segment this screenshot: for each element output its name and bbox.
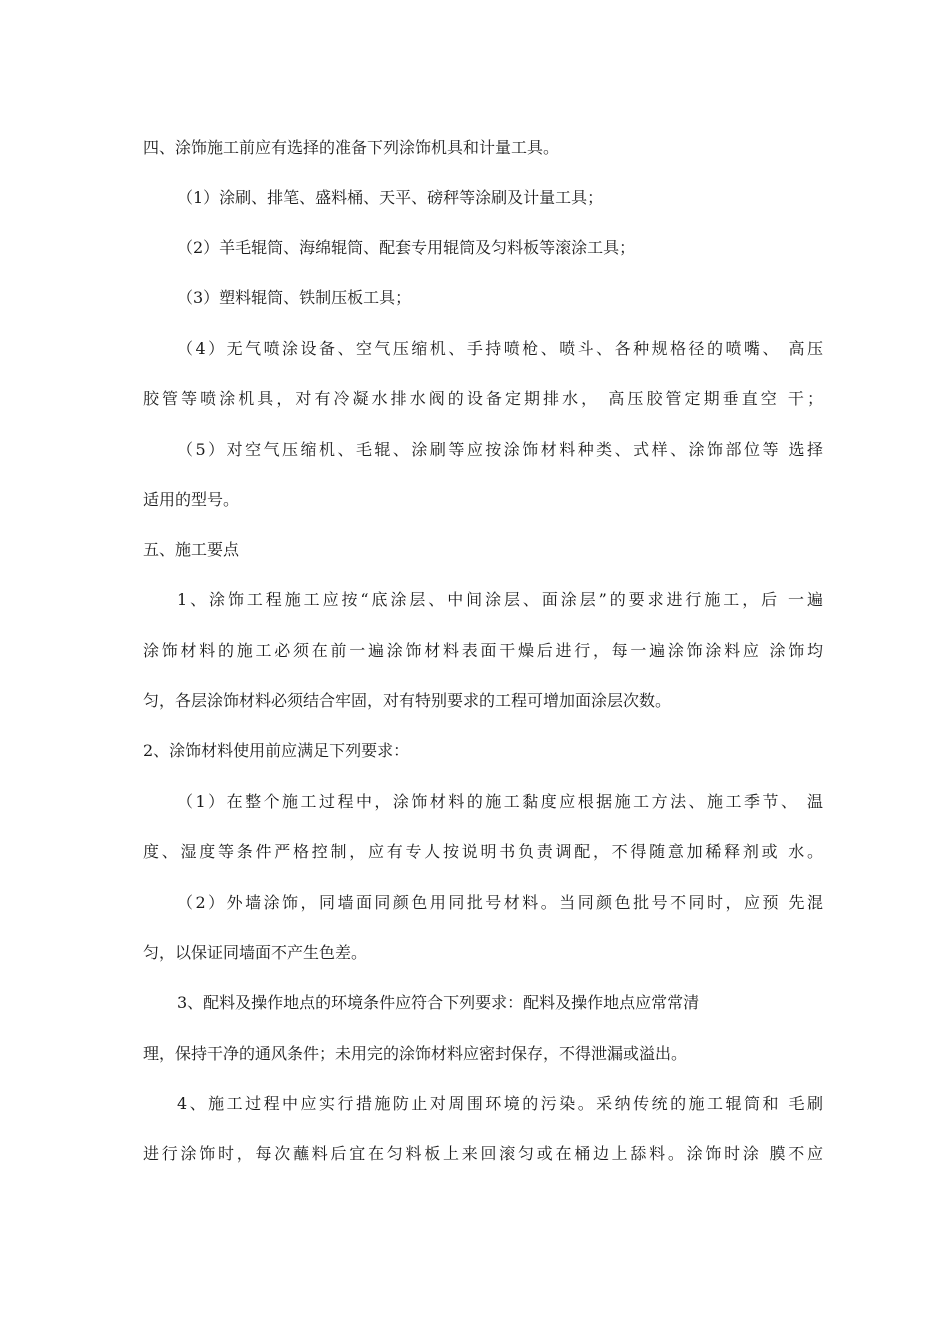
paragraph-line: 进行涂饰时，每次蘸料后宜在匀料板上来回滚匀或在桶边上舔料。涂饰时涂 膜不应 bbox=[143, 1144, 823, 1163]
list-item: （1）涂刷、排笔、盛料桶、天平、磅秤等涂刷及计量工具； bbox=[177, 188, 604, 207]
section-heading: 五、施工要点 bbox=[143, 540, 240, 559]
paragraph-line: 匀，以保证同墙面不产生色差。 bbox=[143, 943, 368, 962]
paragraph-line: 2、涂饰材料使用前应满足下列要求： bbox=[143, 741, 410, 760]
list-item: （3）塑料辊筒、铁制压板工具； bbox=[177, 288, 412, 307]
paragraph-line: 适用的型号。 bbox=[143, 490, 240, 509]
paragraph-line: 1、涂饰工程施工应按“底涂层、中间涂层、面涂层”的要求进行施工，后 一遍 bbox=[177, 590, 823, 609]
paragraph-line: 理，保持干净的通风条件；未用完的涂饰材料应密封保存，不得泄漏或溢出。 bbox=[143, 1044, 688, 1063]
paragraph-line: 度、湿度等条件严格控制，应有专人按说明书负责调配，不得随意加稀释剂或 水。 bbox=[143, 842, 823, 861]
list-item: （2）羊毛辊筒、海绵辊筒、配套专用辊筒及匀料板等滚涂工具； bbox=[177, 238, 636, 257]
list-item: （1）在整个施工过程中，涂饰材料的施工黏度应根据施工方法、施工季节、 温 bbox=[177, 792, 823, 811]
paragraph-line: 3、配料及操作地点的环境条件应符合下列要求：配料及操作地点应常常清 bbox=[177, 993, 700, 1012]
paragraph-line: 胶管等喷涂机具，对有冷凝水排水阀的设备定期排水， 高压胶管定期垂直空 干； bbox=[143, 389, 823, 408]
list-item: （4）无气喷涂设备、空气压缩机、手持喷枪、喷斗、各种规格径的喷嘴、 高压 bbox=[177, 339, 823, 358]
list-item: （2）外墙涂饰，同墙面同颜色用同批号材料。当同颜色批号不同时，应预 先混 bbox=[177, 893, 823, 912]
paragraph-line: 匀，各层涂饰材料必须结合牢固，对有特别要求的工程可增加面涂层次数。 bbox=[143, 691, 672, 710]
paragraph-line: 涂饰材料的施工必须在前一遍涂饰材料表面干燥后进行，每一遍涂饰涂料应 涂饰均 bbox=[143, 641, 823, 660]
section-heading: 四、涂饰施工前应有选择的准备下列涂饰机具和计量工具。 bbox=[143, 138, 560, 157]
paragraph-line: 4、施工过程中应实行措施防止对周围环境的污染。采纳传统的施工辊筒和 毛刷 bbox=[177, 1094, 823, 1113]
list-item: （5）对空气压缩机、毛辊、涂刷等应按涂饰材料种类、式样、涂饰部位等 选择 bbox=[177, 440, 823, 459]
